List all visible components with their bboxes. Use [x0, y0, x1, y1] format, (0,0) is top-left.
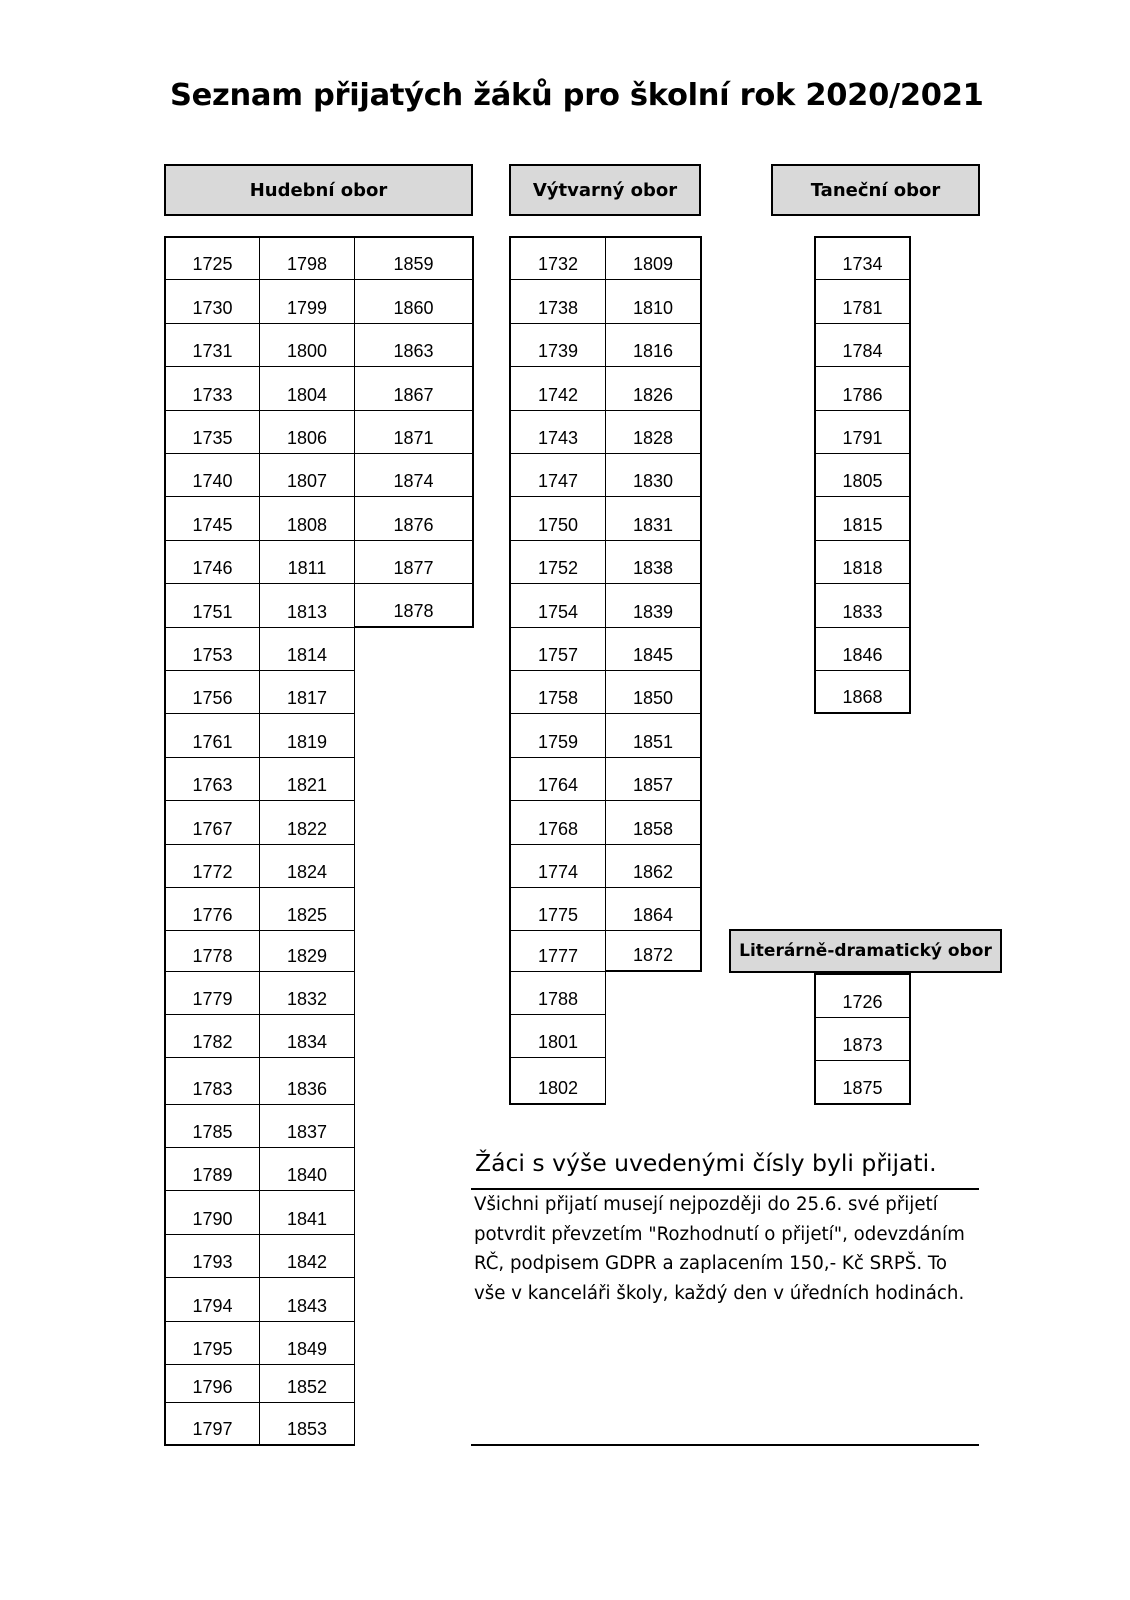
number-cell: 1804: [259, 366, 355, 410]
number-cell: 1840: [259, 1147, 355, 1191]
note-line: potvrdit převzetím "Rozhodnutí o přijetí", odevzdáním: [474, 1223, 965, 1245]
number-cell: 1761: [164, 713, 260, 757]
number-cell: 1819: [259, 713, 355, 757]
number-cell: 1806: [259, 410, 355, 454]
number-cell: 1860: [354, 279, 474, 323]
number-cell: 1808: [259, 496, 355, 540]
number-cell: 1846: [814, 627, 911, 671]
number-cell: 1862: [605, 844, 702, 888]
number-cell: 1747: [509, 453, 606, 497]
page-title: Seznam přijatých žáků pro školní rok 2020/2021: [170, 78, 984, 113]
section-header-literarne-dramaticky: Literárně-dramatický obor: [729, 929, 1002, 973]
number-cell: 1733: [164, 366, 260, 410]
number-cell: 1852: [259, 1364, 355, 1403]
number-cell: 1774: [509, 844, 606, 888]
note-heading: Žáci s výše uvedenými čísly byli přijati.: [475, 1149, 937, 1177]
number-cell: 1751: [164, 583, 260, 627]
number-cell: 1868: [814, 670, 911, 714]
number-cell: 1857: [605, 757, 702, 801]
number-cell: 1731: [164, 323, 260, 367]
section-header-hudebni: Hudební obor: [164, 164, 473, 216]
note-line: Všichni přijatí musejí nejpozději do 25.6. své přijetí: [474, 1194, 938, 1215]
number-cell: 1767: [164, 800, 260, 844]
number-cell: 1833: [814, 583, 911, 627]
number-cell: 1783: [164, 1057, 260, 1104]
number-cell: 1843: [259, 1277, 355, 1321]
number-cell: 1730: [164, 279, 260, 323]
number-cell: 1864: [605, 887, 702, 931]
section-header-vytvarny: Výtvarný obor: [509, 164, 701, 216]
number-cell: 1758: [509, 670, 606, 714]
number-cell: 1763: [164, 757, 260, 801]
number-cell: 1746: [164, 540, 260, 584]
number-cell: 1779: [164, 971, 260, 1015]
number-cell: 1782: [164, 1014, 260, 1058]
number-cell: 1802: [509, 1057, 606, 1104]
number-cell: 1781: [814, 279, 911, 323]
number-cell: 1873: [814, 1017, 911, 1062]
number-cell: 1876: [354, 496, 474, 540]
number-cell: 1813: [259, 583, 355, 627]
number-cell: 1836: [259, 1057, 355, 1104]
note-body: [474, 1190, 994, 1308]
number-cell: 1742: [509, 366, 606, 410]
number-cell: 1776: [164, 887, 260, 931]
number-cell: 1842: [259, 1234, 355, 1278]
number-cell: 1825: [259, 887, 355, 931]
number-cell: 1756: [164, 670, 260, 714]
number-cell: 1811: [259, 540, 355, 584]
number-cell: 1743: [509, 410, 606, 454]
number-cell: 1877: [354, 540, 474, 584]
number-cell: 1794: [164, 1277, 260, 1321]
number-cell: 1750: [509, 496, 606, 540]
number-cell: 1821: [259, 757, 355, 801]
number-cell: 1738: [509, 279, 606, 323]
number-cell: 1878: [354, 583, 474, 627]
number-cell: 1831: [605, 496, 702, 540]
number-cell: 1824: [259, 844, 355, 888]
number-cell: 1859: [354, 236, 474, 280]
note-divider-bottom: [471, 1444, 979, 1446]
number-cell: 1809: [605, 236, 702, 280]
number-cell: 1871: [354, 410, 474, 454]
number-cell: 1814: [259, 627, 355, 671]
number-cell: 1853: [259, 1402, 355, 1446]
number-cell: 1805: [814, 453, 911, 497]
number-cell: 1786: [814, 366, 911, 410]
number-cell: 1851: [605, 713, 702, 757]
number-cell: 1790: [164, 1190, 260, 1234]
number-cell: 1726: [814, 973, 911, 1018]
note-line: vše v kanceláři školy, každý den v úředních hodinách.: [474, 1282, 965, 1304]
number-cell: 1829: [259, 930, 355, 971]
number-cell: 1752: [509, 540, 606, 584]
number-cell: 1799: [259, 279, 355, 323]
number-cell: 1801: [509, 1014, 606, 1058]
number-cell: 1875: [814, 1060, 911, 1105]
number-cell: 1797: [164, 1402, 260, 1446]
number-cell: 1795: [164, 1321, 260, 1365]
number-cell: 1816: [605, 323, 702, 367]
number-cell: 1822: [259, 800, 355, 844]
number-cell: 1785: [164, 1104, 260, 1148]
number-cell: 1798: [259, 236, 355, 280]
number-cell: 1775: [509, 887, 606, 931]
number-cell: 1745: [164, 496, 260, 540]
number-cell: 1838: [605, 540, 702, 584]
number-cell: 1768: [509, 800, 606, 844]
number-cell: 1734: [814, 236, 911, 280]
number-cell: 1764: [509, 757, 606, 801]
number-cell: 1826: [605, 366, 702, 410]
number-cell: 1834: [259, 1014, 355, 1058]
number-cell: 1725: [164, 236, 260, 280]
number-cell: 1791: [814, 410, 911, 454]
number-cell: 1863: [354, 323, 474, 367]
number-cell: 1739: [509, 323, 606, 367]
number-cell: 1874: [354, 453, 474, 497]
number-cell: 1757: [509, 627, 606, 671]
number-cell: 1788: [509, 971, 606, 1015]
number-cell: 1732: [509, 236, 606, 280]
section-header-tanecni: Taneční obor: [771, 164, 980, 216]
number-cell: 1793: [164, 1234, 260, 1278]
number-cell: 1849: [259, 1321, 355, 1365]
number-cell: 1753: [164, 627, 260, 671]
number-cell: 1815: [814, 496, 911, 540]
number-cell: 1850: [605, 670, 702, 714]
number-cell: 1818: [814, 540, 911, 584]
note-line: RČ, podpisem GDPR a zaplacením 150,- Kč SRPŠ. To: [474, 1253, 948, 1274]
number-cell: 1778: [164, 930, 260, 971]
number-cell: 1807: [259, 453, 355, 497]
number-cell: 1784: [814, 323, 911, 367]
number-cell: 1810: [605, 279, 702, 323]
number-cell: 1740: [164, 453, 260, 497]
number-cell: 1789: [164, 1147, 260, 1191]
number-cell: 1837: [259, 1104, 355, 1148]
number-cell: 1796: [164, 1364, 260, 1403]
number-cell: 1839: [605, 583, 702, 627]
number-cell: 1817: [259, 670, 355, 714]
number-cell: 1754: [509, 583, 606, 627]
number-cell: 1828: [605, 410, 702, 454]
number-cell: 1800: [259, 323, 355, 367]
number-cell: 1772: [164, 844, 260, 888]
number-cell: 1858: [605, 800, 702, 844]
number-cell: 1777: [509, 930, 606, 971]
number-cell: 1830: [605, 453, 702, 497]
number-cell: 1845: [605, 627, 702, 671]
number-cell: 1832: [259, 971, 355, 1015]
number-cell: 1759: [509, 713, 606, 757]
number-cell: 1872: [605, 930, 702, 971]
number-cell: 1735: [164, 410, 260, 454]
number-cell: 1867: [354, 366, 474, 410]
number-cell: 1841: [259, 1190, 355, 1234]
